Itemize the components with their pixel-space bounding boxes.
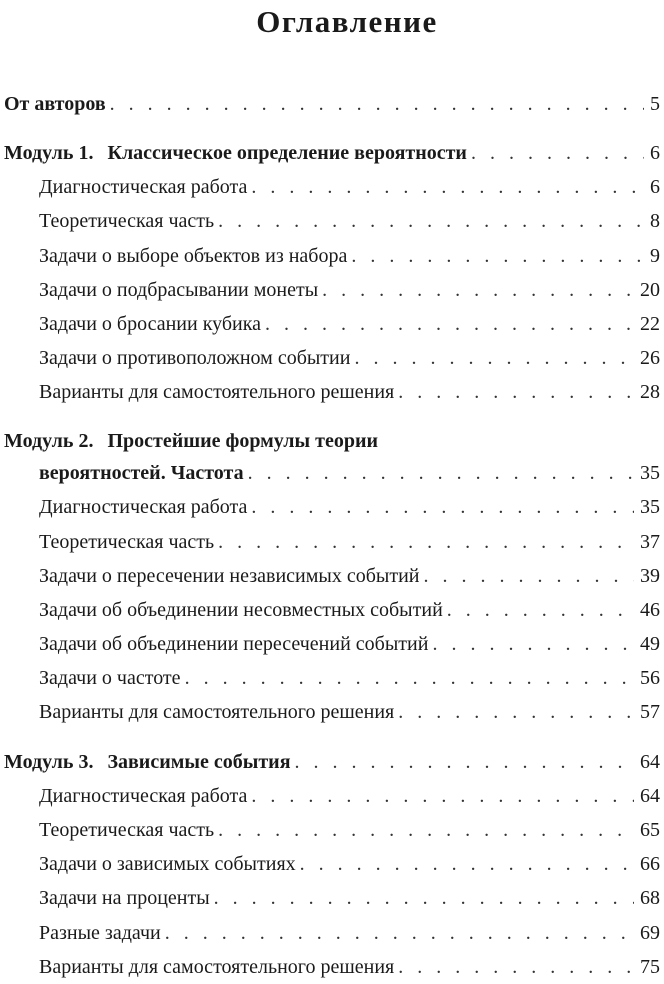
toc-page-number: 49 xyxy=(640,633,660,655)
dot-leader xyxy=(398,697,634,727)
toc-module-3[interactable] xyxy=(4,747,660,777)
toc-page-number: 64 xyxy=(640,785,660,807)
toc-page-number: 6 xyxy=(650,176,660,198)
dot-leader xyxy=(251,172,644,202)
toc-page-number: 28 xyxy=(640,381,660,403)
toc-page-number: 68 xyxy=(640,887,660,909)
toc-module-2-continuation[interactable] xyxy=(39,458,660,488)
dot-leader xyxy=(351,241,644,271)
toc-page-number: 8 xyxy=(650,210,660,232)
toc-entry[interactable] xyxy=(39,561,660,591)
toc-entry[interactable] xyxy=(39,781,660,811)
dot-leader xyxy=(218,815,634,845)
toc-module-2[interactable] xyxy=(4,426,378,456)
toc-entry-label: Теоретическая часть xyxy=(39,819,215,841)
toc-page-number: 20 xyxy=(640,279,660,301)
toc-page-number: 75 xyxy=(640,956,660,978)
toc-page-number: 39 xyxy=(640,565,660,587)
toc-entry[interactable] xyxy=(39,206,660,236)
toc-entry-label: Теоретическая часть xyxy=(39,531,215,553)
toc-entry[interactable] xyxy=(39,527,660,557)
toc-page-number: 22 xyxy=(640,313,660,335)
toc-page-number: 6 xyxy=(650,142,660,164)
toc-entry-label: Задачи о бросании кубика xyxy=(39,313,262,335)
toc-entry[interactable] xyxy=(39,595,660,625)
toc-entry[interactable] xyxy=(39,663,660,693)
dot-leader xyxy=(218,527,634,557)
dot-leader xyxy=(218,206,644,236)
toc-entry-label: Задачи о выборе объектов из набора xyxy=(39,245,348,267)
toc-entry[interactable] xyxy=(39,883,660,913)
dot-leader xyxy=(398,377,634,407)
toc-entry-label: От авторов xyxy=(4,93,106,115)
toc-entry[interactable] xyxy=(39,815,660,845)
toc-module-1[interactable] xyxy=(4,138,660,168)
toc-entry-label: Задачи о зависимых событиях xyxy=(39,853,296,875)
toc-entry[interactable] xyxy=(39,241,660,271)
toc-page-number: 46 xyxy=(640,599,660,621)
toc-entry-label: Задачи о противоположном событии xyxy=(39,347,351,369)
toc-entry[interactable] xyxy=(39,952,660,982)
dot-leader xyxy=(398,952,634,982)
toc-entry[interactable] xyxy=(39,343,660,373)
toc-entry-label: Задачи о частоте xyxy=(39,667,181,689)
toc-entry-label: Варианты для самостоятельного решения xyxy=(39,956,395,978)
toc-page-number: 57 xyxy=(640,701,660,723)
page-title: Оглавление xyxy=(256,4,438,39)
toc-entry-label: Задачи о подбрасывании монеты xyxy=(39,279,319,301)
dot-leader xyxy=(295,747,634,777)
dot-leader xyxy=(110,89,644,119)
toc-entry[interactable] xyxy=(39,697,660,727)
toc-entry-label: Варианты для самостоятельного решения xyxy=(39,381,395,403)
toc-module-title: Простейшие формулы теории xyxy=(107,430,379,452)
toc-entry[interactable] xyxy=(39,172,660,202)
toc-module-title-cont: вероятностей. Частота xyxy=(39,462,244,484)
module-number: Модуль 2. xyxy=(4,430,94,452)
toc-page-number: 5 xyxy=(650,93,660,115)
toc-entry-label: Диагностическая работа xyxy=(39,176,248,198)
toc-entry[interactable] xyxy=(39,629,660,659)
toc-entry-label: Диагностическая работа xyxy=(39,496,248,518)
toc-entry-label: Разные задачи xyxy=(39,922,161,944)
toc-entry-label: Задачи на проценты xyxy=(39,887,210,909)
toc-page-number: 26 xyxy=(640,347,660,369)
dot-leader xyxy=(248,458,634,488)
toc-entry-label: Теоретическая часть xyxy=(39,210,215,232)
dot-leader xyxy=(432,629,634,659)
toc-entry[interactable] xyxy=(39,849,660,879)
dot-leader xyxy=(354,343,634,373)
toc-entry-label: Диагностическая работа xyxy=(39,785,248,807)
module-number: Модуль 1. xyxy=(4,142,94,164)
toc-entry-label: Задачи об объединении пересечений событий xyxy=(39,633,429,655)
module-number: Модуль 3. xyxy=(4,751,94,773)
toc-module-title: Зависимые события xyxy=(107,751,291,773)
toc-entry[interactable] xyxy=(39,377,660,407)
dot-leader xyxy=(447,595,634,625)
dot-leader xyxy=(322,275,634,305)
dot-leader xyxy=(185,663,634,693)
dot-leader xyxy=(300,849,634,879)
toc-entry-label: Варианты для самостоятельного решения xyxy=(39,701,395,723)
toc-entry-label: Задачи о пересечении независимых событий xyxy=(39,565,420,587)
toc-page-number: 65 xyxy=(640,819,660,841)
toc-page-number: 64 xyxy=(640,751,660,773)
dot-leader xyxy=(165,918,634,948)
dot-leader xyxy=(423,561,634,591)
toc-page-number: 35 xyxy=(640,462,660,484)
toc-page-number: 56 xyxy=(640,667,660,689)
dot-leader xyxy=(265,309,634,339)
toc-page-number: 35 xyxy=(640,496,660,518)
toc-entry-label: Задачи об объединении несовместных событий xyxy=(39,599,443,621)
toc-entry[interactable] xyxy=(39,918,660,948)
toc-entry[interactable] xyxy=(39,492,660,522)
toc-page-number: 37 xyxy=(640,531,660,553)
dot-leader xyxy=(251,492,634,522)
toc-entry[interactable] xyxy=(39,309,660,339)
toc-module-title: Классическое определение вероятности xyxy=(107,142,467,164)
toc-page-number: 9 xyxy=(650,245,660,267)
toc-page-number: 69 xyxy=(640,922,660,944)
dot-leader xyxy=(471,138,644,168)
toc-page-number: 66 xyxy=(640,853,660,875)
dot-leader xyxy=(251,781,634,811)
toc-entry-from-authors[interactable] xyxy=(4,89,660,119)
dot-leader xyxy=(214,883,634,913)
toc-entry[interactable] xyxy=(39,275,660,305)
